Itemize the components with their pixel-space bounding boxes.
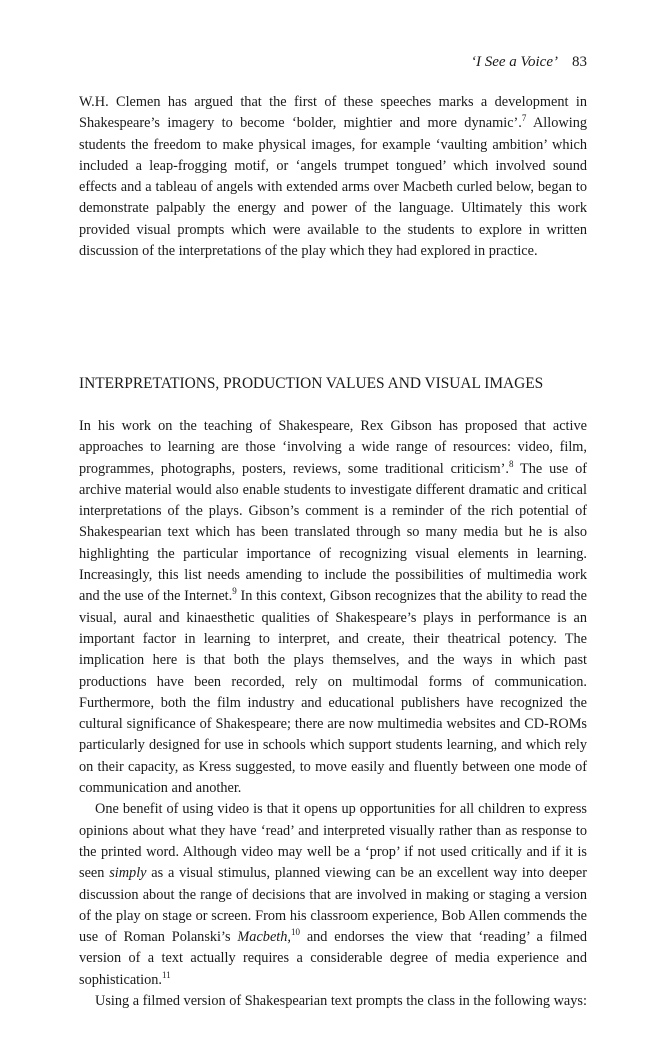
paragraph-3	[79, 799, 587, 991]
footnote-ref: 10	[290, 927, 300, 938]
text-segment: W.H. Clemen has argued that the first of these speeches marks a development in Shakespeare’s imagery to become ‘bolder, mightier and more dynamic’.	[79, 94, 587, 132]
film-title: Macbeth,	[237, 929, 291, 946]
running-head	[471, 54, 587, 71]
paragraph-4	[79, 991, 587, 1012]
footnote-ref: 8	[508, 458, 514, 469]
running-head-title: ‘I See a Voice’	[470, 54, 558, 70]
text-segment: Using a filmed version of Shakespearian text prompts the class in the following ways:	[95, 993, 587, 1010]
text-segment: and endorses the view that ‘reading’ a filmed version of a text actually requires a considerable degree of media experience and sophistication.	[79, 929, 587, 988]
paragraph-1	[79, 92, 587, 262]
paragraph-2	[79, 416, 587, 799]
section-body	[79, 416, 587, 1012]
footnote-ref: 7	[521, 113, 527, 124]
footnote-ref: 9	[232, 586, 237, 597]
emphasis: simply	[109, 865, 147, 882]
text-segment: as a visual stimulus, planned viewing can be an excellent way into deeper discussion about the range of decisions that are involved in making or staging a version of the play on stage or screen. From his classroom experience, Bob Allen commends the use of Roman Polanski’s	[79, 865, 587, 946]
page-number: 83	[572, 54, 587, 70]
text-segment: Allowing students the freedom to make physical images, for example ‘vaulting ambition’ which included a leap-frogging motif, or ‘angels trumpet tongued’ which involved sound effects and a tableau of angels with extended arms over Macbeth curled below, began to demonstrate palpably the energy and power of the language. Ultimately this work provided visual prompts which were available to the students to explore in written discussion of the interpretations of the play which they had explored in practice.	[79, 115, 587, 260]
text-segment: One benefit of using video is that it opens up opportunities for all children to express opinions about what they have ‘read’ and interpreted visually rather than as response to the printed word. Although video may well be a ‘prop’ if not used critically and if it is seen	[79, 801, 587, 882]
text-segment: In his work on the teaching of Shakespeare, Rex Gibson has proposed that active approaches to learning are those ‘involving a wide range of resources: video, film, programmes, photographs, posters, reviews, some traditional criticism’.	[79, 418, 587, 477]
text-segment: In this context, Gibson recognizes that the ability to read the visual, aural and kinaesthetic qualities of Shakespeare’s plays in performance is an important factor in learning to interpret, and create, their theatrical potency. The implication here is that both the plays themselves, and the ways in which past productions have been recorded, rely on multimodal forms of communication. Furthermore, both the film industry and educational publishers have recognized the cultural significance of Shakespeare; there are now multimedia websites and CD-ROMs particularly designed for use in schools which support students learning, and which rely on their capacity, as Kress suggested, to move easily and fluently between one mode of communication and another.	[79, 588, 587, 797]
section-heading: INTERPRETATIONS, PRODUCTION VALUES AND VISUAL IMAGES	[79, 375, 544, 392]
footnote-ref: 11	[162, 969, 171, 980]
text-segment: The use of archive material would also enable students to investigate different dramatic and critical interpretations of the plays. Gibson’s comment is a reminder of the rich potential of Shakespearian text which has been translated through so many media but he is also highlighting the particular importance of recognizing visual elements in learning. Increasingly, this list needs amending to include the possibilities of multimedia work and the use of the Internet.	[79, 460, 587, 605]
